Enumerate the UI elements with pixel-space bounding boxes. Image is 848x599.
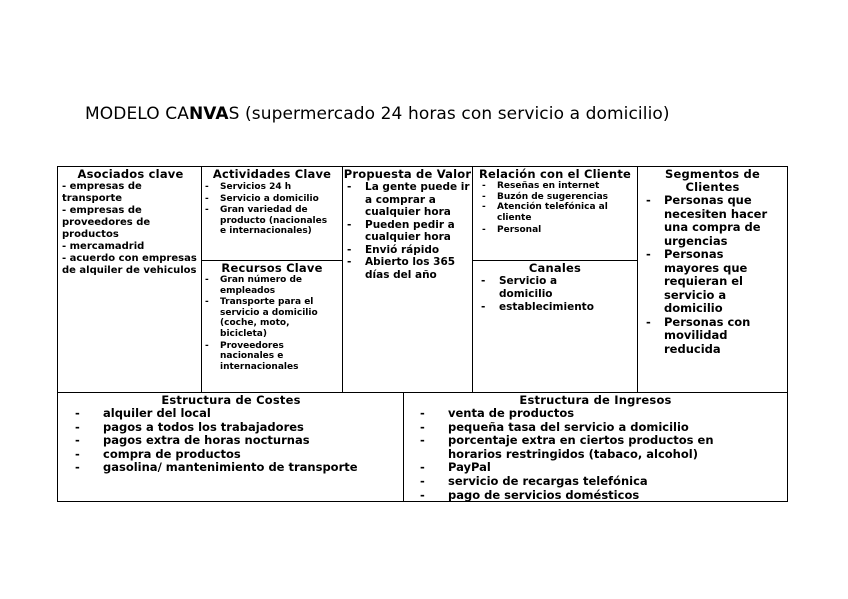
list-item: - compra de productos (59, 448, 403, 462)
block-propuesta-de-valor (343, 168, 472, 390)
propuesta-header: Propuesta de Valor (343, 168, 472, 181)
list-item: - pagos extra de horas nocturnas (59, 434, 403, 448)
page-title: MODELO CANVAS (supermercado 24 horas con servicio a domicilio) (85, 104, 670, 124)
list-item: - alquiler del local (59, 407, 403, 421)
list-item: - pequeña tasa del servicio a domicilio (404, 421, 767, 435)
list-item: - Abierto los 365 días del año (343, 256, 470, 281)
list-item: - Reseñas en internet (479, 181, 629, 192)
list-item: - porcentaje extra en ciertos productos en horarios restringidos (tabaco, alcohol) (404, 434, 767, 461)
list-item: - Proveedores nacionales e internacionales (202, 341, 338, 373)
block-asociados-clave (62, 168, 199, 390)
list-item: - mercamadrid (62, 241, 145, 252)
list-item: - pago de servicios domésticos (404, 489, 767, 502)
block-segmentos-de-clientes (638, 168, 787, 390)
list-item: - Pueden pedir a cualquier hora (343, 219, 470, 244)
block-estructura-de-costes (59, 393, 403, 502)
actividades-header: Actividades Clave (212, 168, 332, 181)
list-item: - Personas con movilidad reducida (640, 316, 781, 357)
asociados-header: Asociados clave (77, 168, 184, 181)
segmentos-header: Segmentos de Clientes (665, 168, 760, 194)
list-item: - acuerdo con empresas de alquiler de vehiculos (62, 253, 197, 276)
list-item: - Envió rápido (343, 244, 470, 257)
list-item: - Personas que necesiten hacer una compra de urgencias (640, 194, 781, 248)
list-item: - Buzón de sugerencias (479, 192, 629, 203)
relacion-header: Relación con el Cliente (478, 168, 632, 181)
block-relacion-con-el-cliente (473, 168, 637, 260)
list-item: - gasolina/ mantenimiento de transporte (59, 461, 403, 475)
block-estructura-de-ingresos (404, 393, 787, 502)
block-canales (473, 262, 637, 392)
costes-header: Estructura de Costes (161, 393, 301, 407)
list-item: - Servicios 24 h (202, 182, 332, 193)
divider (472, 260, 638, 261)
list-item: - Transporte para el servicio a domicilio (coche, moto, bicicleta) (202, 297, 338, 339)
list-item: - Gran variedad de producto (nacionales e internacionales) (202, 205, 332, 237)
list-item: - Servicio a domicilio (202, 194, 332, 205)
ingresos-header: Estructura de Ingresos (519, 393, 672, 407)
list-item: - Servicio a domicilio (477, 275, 597, 300)
list-item: - servicio de recargas telefónica (404, 475, 767, 489)
business-model-canvas (57, 166, 788, 502)
list-item: - establecimiento (477, 301, 597, 314)
divider (201, 260, 343, 261)
list-item: - empresas de proveedores de productos (62, 205, 151, 240)
list-item: - pagos a todos los trabajadores (59, 421, 403, 435)
canales-header: Canales (528, 262, 582, 275)
list-item: - Gran número de empleados (202, 275, 338, 296)
list-item: - Personas mayores que requieran el servicio a domicilio (640, 248, 781, 316)
recursos-header: Recursos Clave (221, 262, 323, 275)
list-item: - venta de productos (404, 407, 767, 421)
block-recursos-clave (202, 262, 342, 392)
list-item: - empresas de transporte (62, 181, 142, 204)
list-item: - La gente puede ir a comprar a cualquier hora (343, 181, 470, 219)
list-item: - Atención telefónica al cliente (479, 202, 629, 223)
list-item: - PayPal (404, 461, 767, 475)
block-actividades-clave (202, 168, 342, 260)
list-item: - Personal (479, 225, 629, 236)
